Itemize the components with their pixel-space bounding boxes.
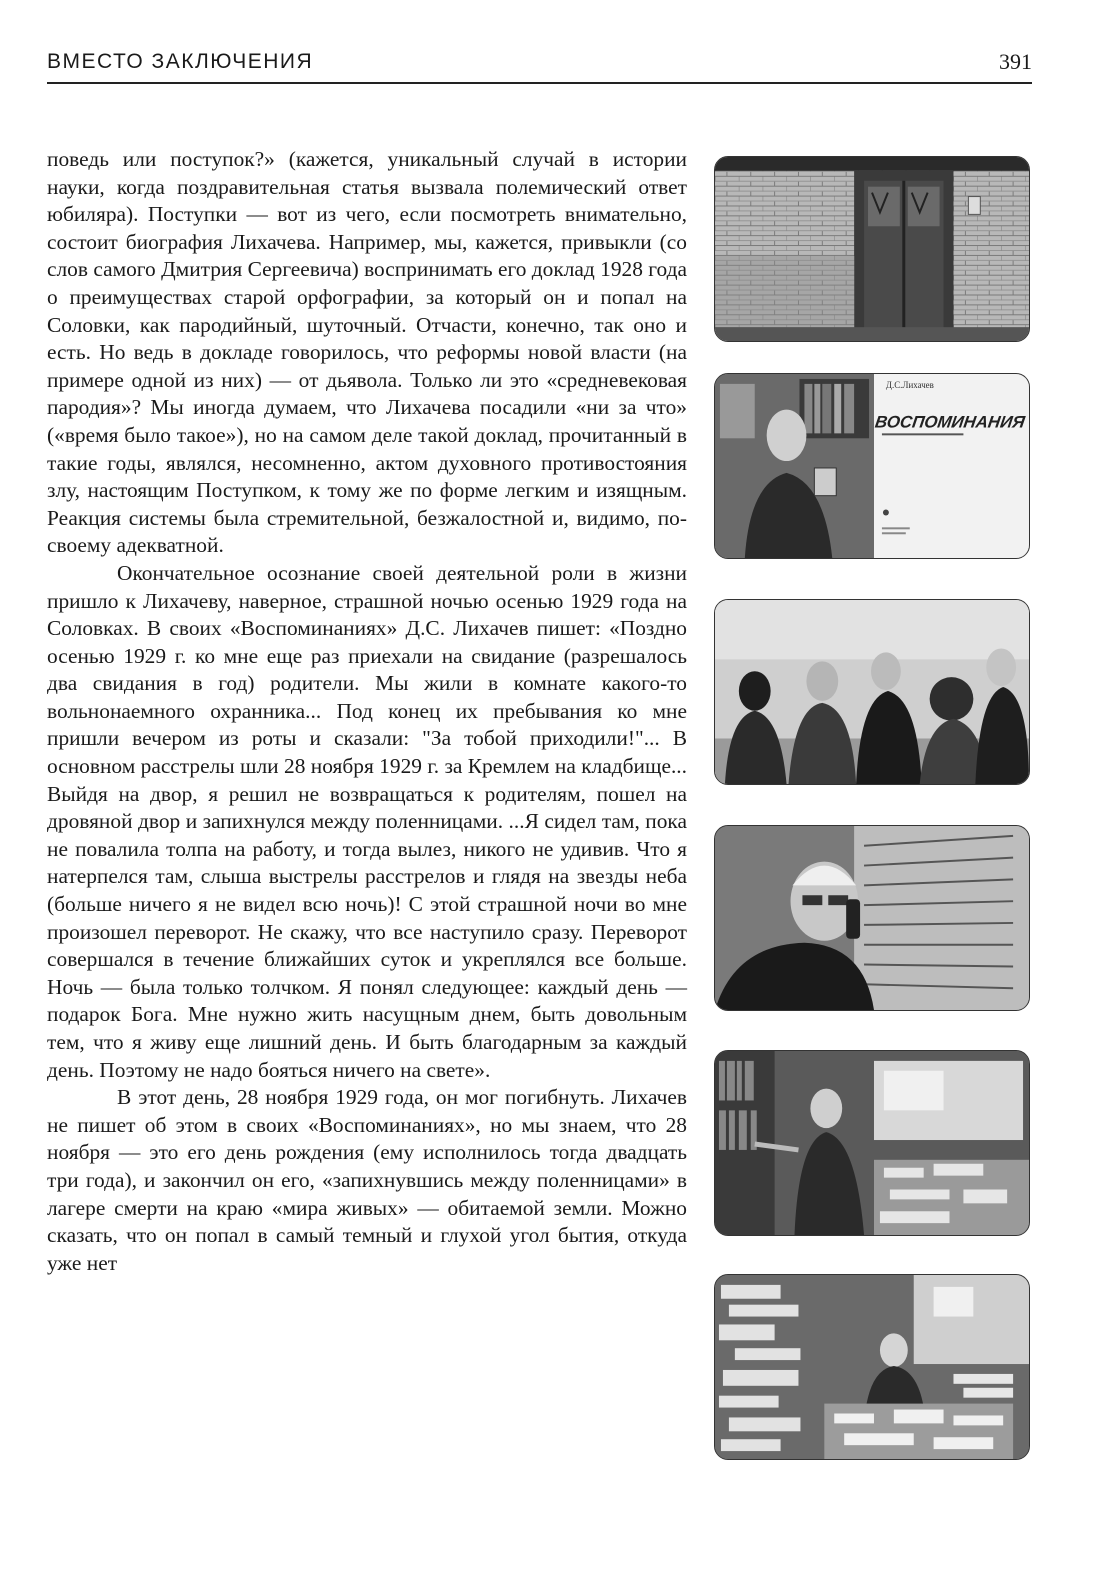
paragraph-1: поведь или поступок?» (кажется, уникальный случай в истории науки, когда поздравительная статья вызвала полемический ответ юбиляра). Поступки — вот из чего, если посмотреть внимательно, состоит биография Лихачева. Например, мы, кажется, привыкли (со слов самого Дмитрия Сергеевича) воспринимать его доклад 1928 года о преимуществах старой орфографии, за который он и попал на Соловки, как пародийный, шуточный. Отчасти, конечно, так оно и есть. Но ведь в докладе говорилось, что реформы новой власти (на примере одной из них) — от дьявола. Только ли это «средневековая пародия»? Мы иногда думаем, что Лихачева посадили «ни за что» («время было такое»), но на самом деле такой доклад, прочитанный в такие годы, являлся, несомненно, актом духовного противостояния злу, настоящим Поступком, к тому же по форме легким и изящным. Реакция системы была стремительной, безжалостной и, видимо, по-своему адекватной. — [47, 147, 687, 558]
running-head-title: ВМЕСТО ЗАКЛЮЧЕНИЯ — [47, 50, 314, 73]
photo-desk-among-piles — [714, 1274, 1030, 1460]
photo-portrait-with-book — [714, 373, 1030, 559]
page-number: 391 — [999, 49, 1032, 74]
main-text — [47, 146, 687, 1277]
paragraph-2: Окончательное осознание своей деятельной роли в жизни пришло к Лихачеву, наверное, страшной ночью осенью 1929 года на Соловках. В своих «Воспоминаниях» Д.С. Лихачев пишет: «Поздно осенью 1929 г. ко мне еще раз приехали на свидание (разрешалось два свидания в год) родители. Мы жили в комнате какого-то вольнонаемного охранника... Под конец их пребывания ко мне пришли вечером из роты и сказали: "За тобой приходили!"... В основном расстрелы шли 28 ноября 1929 г. за Кремлем на кладбище... Выйдя на двор, я решил не возвращаться к родителям, пошел на дровяной двор и запихнулся между поленницами. ...Я сидел там, пока не повалила толпа на работу, и тогда вылез, никого не удивив. Что я натерпелся там, слыша выстрелы расстрелов и глядя на звезды неба (больше ничего я не видел всю ночь)! С этой страшной ночи во мне произошел переворот. Не скажу, что все наступило сразу. Переворот совершался в течение ближайших суток и укреплялся все больше. Ночь — была только толчком. Я понял следующее: каждый день — подарок Бога. Мне нужно жить насущным днем, быть довольным тем, что я живу еще лишний день. И быть благодарным за каждый день. Поэтому не надо бояться ничего на свете». — [47, 560, 687, 1082]
book-author: Д.С.Лихачев — [885, 379, 934, 390]
paragraph-3: В этот день, 28 ноября 1929 года, он мог погибнуть. Лихачев не пишет об этом в своих «Воспоминаниях», но мы знаем, что 28 ноября — это его день рождения (ему исполнилось тогда двадцать три года), и закончил он его, «запихнувшись между поленницами» в лагере смерти на краю «мира живых» — обитаемой земли. Можно сказать, что он попал в самый темный и глухой угол бытия, откуда уже нет — [47, 1085, 687, 1275]
book-title: ВОСПОМИНАНИЯ — [873, 412, 1027, 432]
photo-man-with-phone — [714, 825, 1030, 1011]
photo-library-study — [714, 1050, 1030, 1236]
running-head — [47, 46, 1032, 84]
publisher-mark-icon — [883, 510, 889, 516]
photo-building-entrance — [714, 156, 1030, 342]
photo-group-meeting — [714, 599, 1030, 785]
